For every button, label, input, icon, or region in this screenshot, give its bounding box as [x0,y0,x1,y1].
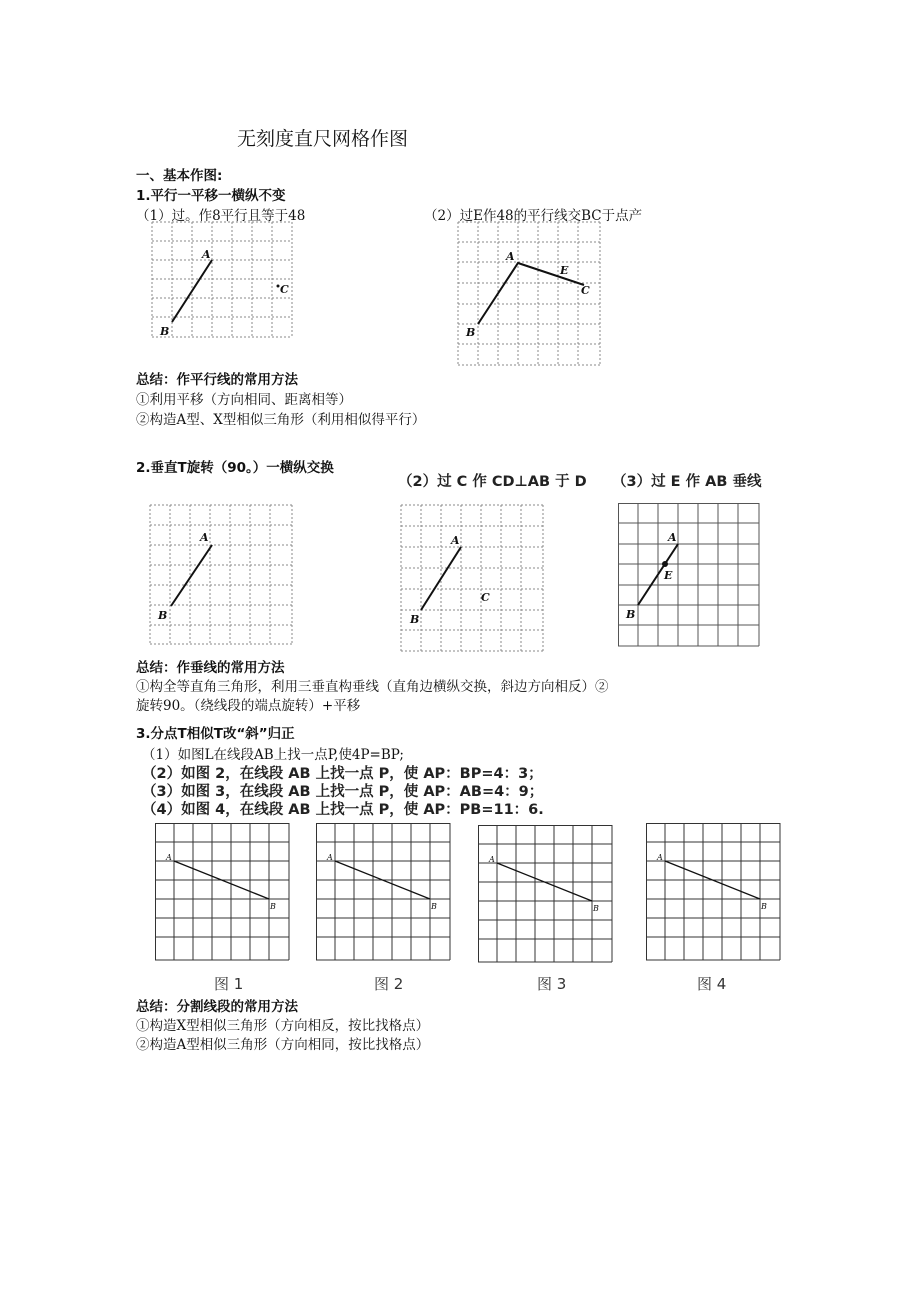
sub3-summary-line: ②构造A型相似三角形（方向相同，按比找格点） [136,1037,430,1053]
grid-figure-divide-3 [478,825,618,965]
grid-figure-divide-4 [646,823,786,963]
sub3-task: （4）如图 4，在线段 AB 上找一点 P，使 AP：PB=11：6. [142,802,544,818]
sub3-task: （3）如图 3，在线段 AB 上找一点 P，使 AP：AB=4：9； [142,784,544,800]
label-a: A [202,248,211,261]
sub2-task2: （2）过 C 作 CD⊥AB 于 D [398,474,587,490]
label-a: A [166,853,172,862]
label-b: B [466,326,476,339]
label-a: A [327,853,333,862]
figure-caption: 图 3 [537,975,567,993]
sub1-heading: 1.平行一平移一横纵不变 [136,188,286,204]
segment-ab [172,260,212,322]
figure-caption: 图 1 [214,975,244,993]
label-a: A [451,534,460,547]
sub2-task3: （3）过 E 作 AB 垂线 [612,474,762,490]
label-e: E [560,264,569,277]
label-b: B [626,608,636,621]
sub3-summary-line: ①构造X型相似三角形（方向相反，按比找格点） [136,1018,430,1034]
grid-figure-divide-1 [155,823,295,963]
grid-figure-perp-3 [618,503,762,649]
label-b: B [410,613,420,626]
label-b: B [593,904,599,913]
figure-caption: 图 4 [697,975,727,993]
sub3-summary-heading: 总结：分割线段的常用方法 [136,999,298,1015]
label-c: C [280,283,289,296]
label-e: E [664,569,673,582]
label-a: A [489,855,495,864]
label-b: B [158,609,168,622]
sub1-task2: （2）过E作48的平行线交BC于点产 [424,208,643,224]
sub1-summary-line: ②构造A型、X型相似三角形（利用相似得平行） [136,412,426,428]
sub3-task: （1）如图L在线段AB上找一点P,使4P=BP; [142,747,404,763]
sub2-heading: 2.垂直T旋转（90。）一横纵交换 [136,460,334,476]
sub1-summary-line: ①利用平移（方向相同、距离相等） [136,392,352,408]
segment-ab [421,547,461,610]
section-heading: 一、基本作图: [136,168,223,184]
segment-ab [171,545,212,606]
label-c: C [581,284,590,297]
figure-caption: 图 2 [374,975,404,993]
grid-figure-parallel-2 [458,222,604,368]
label-b: B [270,902,276,911]
label-b: B [160,325,170,338]
sub1-summary-heading: 总结：作平行线的常用方法 [136,372,298,388]
label-c: C [481,591,490,604]
sub2-summary-heading: 总结：作垂线的常用方法 [136,660,285,676]
label-a: A [200,531,209,544]
label-a: A [668,531,677,544]
sub2-summary-line: ①构全等直角三角形，利用三垂直构垂线（直角边横纵交换，斜边方向相反）② [136,679,609,695]
grid-figure-parallel-1 [152,222,304,340]
label-a: A [657,853,663,862]
grid-figure-perp-2 [401,505,547,655]
sub2-summary-line: 旋转90。（绕线段的端点旋转）+平移 [136,698,361,714]
sub3-task: （2）如图 2，在线段 AB 上找一点 P，使 AP：BP=4：3； [142,766,543,782]
label-b: B [431,902,437,911]
grid-figure-perp-1 [150,505,296,647]
point-e [662,561,668,567]
grid-figure-divide-2 [316,823,456,963]
label-b: B [761,902,767,911]
label-a: A [506,250,515,263]
sub3-heading: 3.分点T相似T改“斜”归正 [136,726,295,742]
sub1-task1: （1）过。作8平行且等于48 [136,208,306,224]
page-title: 无刻度直尺网格作图 [237,128,409,150]
